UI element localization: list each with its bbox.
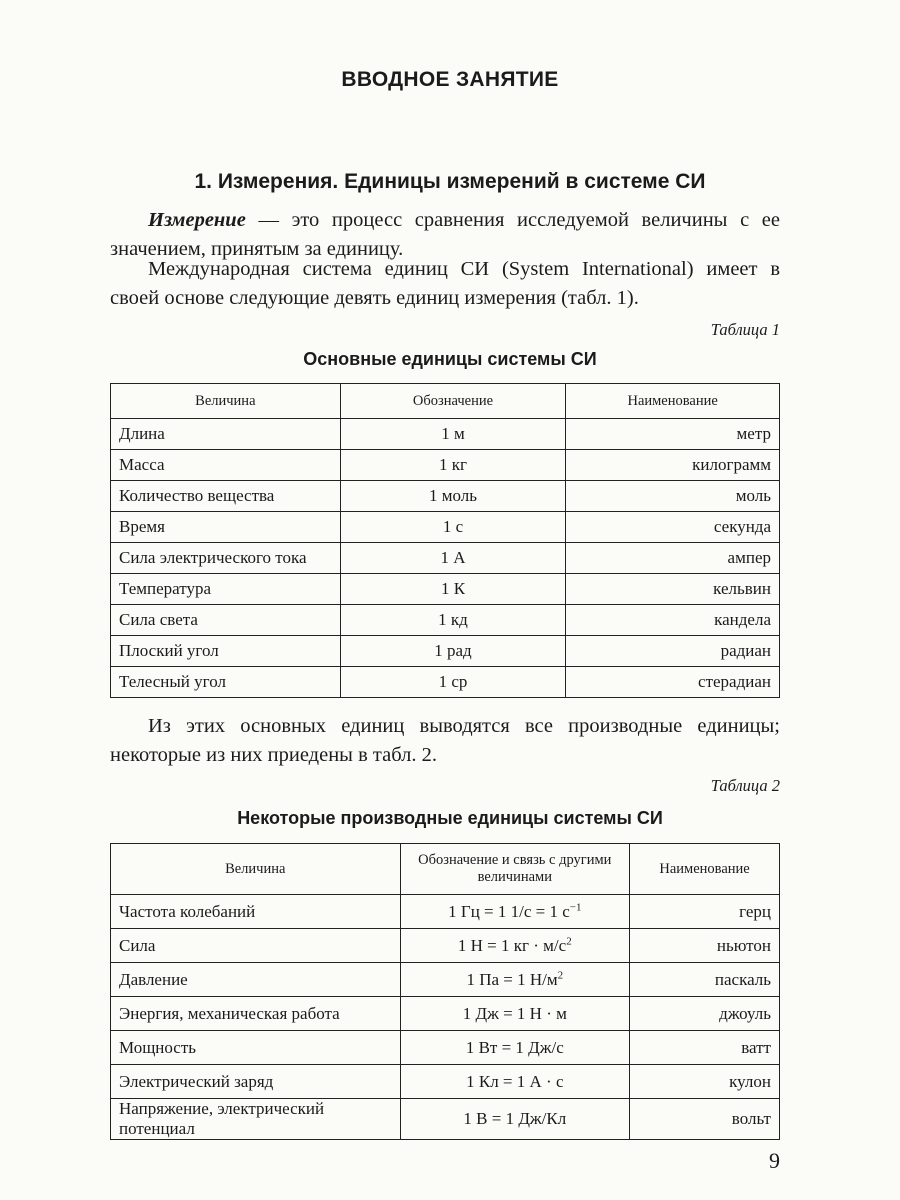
derived-units-table [110,843,780,1140]
relation-cell [400,1065,630,1099]
si-intro-text: Международная система единиц СИ (System International) имеет в своей основе следующие девять единиц измерения (табл. 1). [110,258,780,309]
column-header: Величина [111,844,401,895]
table2-label: Таблица 2 [710,776,780,795]
quantity-cell: Сила электрического тока [111,543,341,574]
symbol-cell: 1 рад [340,636,566,667]
unit-name-cell: ватт [630,1031,780,1065]
relation-text: 1 Дж = 1 Н · м [462,1003,567,1023]
symbol-cell: 1 моль [340,481,566,512]
exponent: 2 [557,968,564,981]
paragraph-si-intro [110,255,780,313]
symbol-cell: 1 К [340,574,566,605]
relation-cell [400,997,630,1031]
table-row [111,605,780,636]
relation-cell [400,895,630,929]
quantity-cell: Частота колебаний [111,895,401,929]
relation-cell [400,963,630,997]
section-title: 1. Измерения. Единицы измерений в системе СИ [194,170,706,193]
quantity-cell: Плоский угол [111,636,341,667]
paragraph-derived-intro [110,712,780,770]
quantity-cell: Температура [111,574,341,605]
symbol-cell: 1 м [340,419,566,450]
table1-title: Основные единицы системы СИ [303,349,597,369]
quantity-cell: Сила [111,929,401,963]
unit-name-cell: кельвин [566,574,780,605]
table-header-row [111,844,780,895]
table-row [111,1065,780,1099]
chapter-title: ВВОДНОЕ ЗАНЯТИЕ [341,68,559,91]
unit-name-cell: паскаль [630,963,780,997]
unit-name-cell: моль [566,481,780,512]
relation-text: 1 Кл = 1 А · с [466,1071,564,1091]
column-header: Величина [111,384,341,419]
column-header: Наименование [566,384,780,419]
table2-title: Некоторые производные единицы системы СИ [237,808,663,828]
symbol-cell: 1 А [340,543,566,574]
exponent: −1 [569,900,582,913]
unit-name-cell: секунда [566,512,780,543]
unit-name-cell: кандела [566,605,780,636]
quantity-cell: Телесный угол [111,667,341,698]
page-number: 9 [769,1148,780,1173]
exponent: 2 [566,934,572,947]
relation-text: 1 Па = 1 Н/м [466,969,558,989]
table1-label: Таблица 1 [710,320,780,339]
unit-name-cell: джоуль [630,997,780,1031]
symbol-cell: 1 кг [340,450,566,481]
table-row [111,1099,780,1140]
relation-text: 1 Вт = 1 Дж/с [465,1037,564,1057]
table-row [111,419,780,450]
column-header: Наименование [630,844,780,895]
table-row [111,895,780,929]
quantity-cell: Мощность [111,1031,401,1065]
table-row [111,963,780,997]
table-row [111,512,780,543]
table-row [111,481,780,512]
relation-text: 1 Н = 1 кг · м/с [457,935,567,955]
table-row [111,997,780,1031]
base-units-table [110,383,780,698]
quantity-cell: Электрический заряд [111,1065,401,1099]
derived-intro-text: Из этих основных единиц выводятся все производные единицы; некоторые из них приедены в табл. 2. [110,715,780,766]
symbol-cell: 1 с [340,512,566,543]
quantity-cell: Сила света [111,605,341,636]
unit-name-cell: герц [630,895,780,929]
table-row [111,929,780,963]
table-row [111,636,780,667]
quantity-cell: Длина [111,419,341,450]
column-header: Обозначение и связь с другими величинами [400,844,630,895]
unit-name-cell: кулон [630,1065,780,1099]
symbol-cell: 1 кд [340,605,566,636]
symbol-cell: 1 ср [340,667,566,698]
unit-name-cell: метр [566,419,780,450]
unit-name-cell: стерадиан [566,667,780,698]
quantity-cell: Давление [111,963,401,997]
relation-cell [400,929,630,963]
table-row [111,543,780,574]
term-measurement: Измерение [148,209,246,231]
definition-text: — это процесс сравнения исследуемой величины с ее значением, принятым за единицу. [110,209,780,260]
unit-name-cell: ампер [566,543,780,574]
quantity-cell: Энергия, механическая работа [111,997,401,1031]
relation-text: 1 Гц = 1 1/с = 1 с [448,901,570,921]
quantity-cell: Время [111,512,341,543]
relation-cell [400,1099,630,1140]
quantity-cell: Количество вещества [111,481,341,512]
table-row [111,450,780,481]
table-row [111,574,780,605]
relation-cell [400,1031,630,1065]
table-row [111,667,780,698]
unit-name-cell: вольт [630,1099,780,1140]
table-header-row [111,384,780,419]
quantity-cell: Напряжение, электрический потенциал [111,1099,401,1140]
relation-text: 1 В = 1 Дж/Кл [463,1109,567,1128]
unit-name-cell: радиан [566,636,780,667]
unit-name-cell: ньютон [630,929,780,963]
quantity-cell: Масса [111,450,341,481]
unit-name-cell: килограмм [566,450,780,481]
column-header: Обозначение [340,384,566,419]
table-row [111,1031,780,1065]
